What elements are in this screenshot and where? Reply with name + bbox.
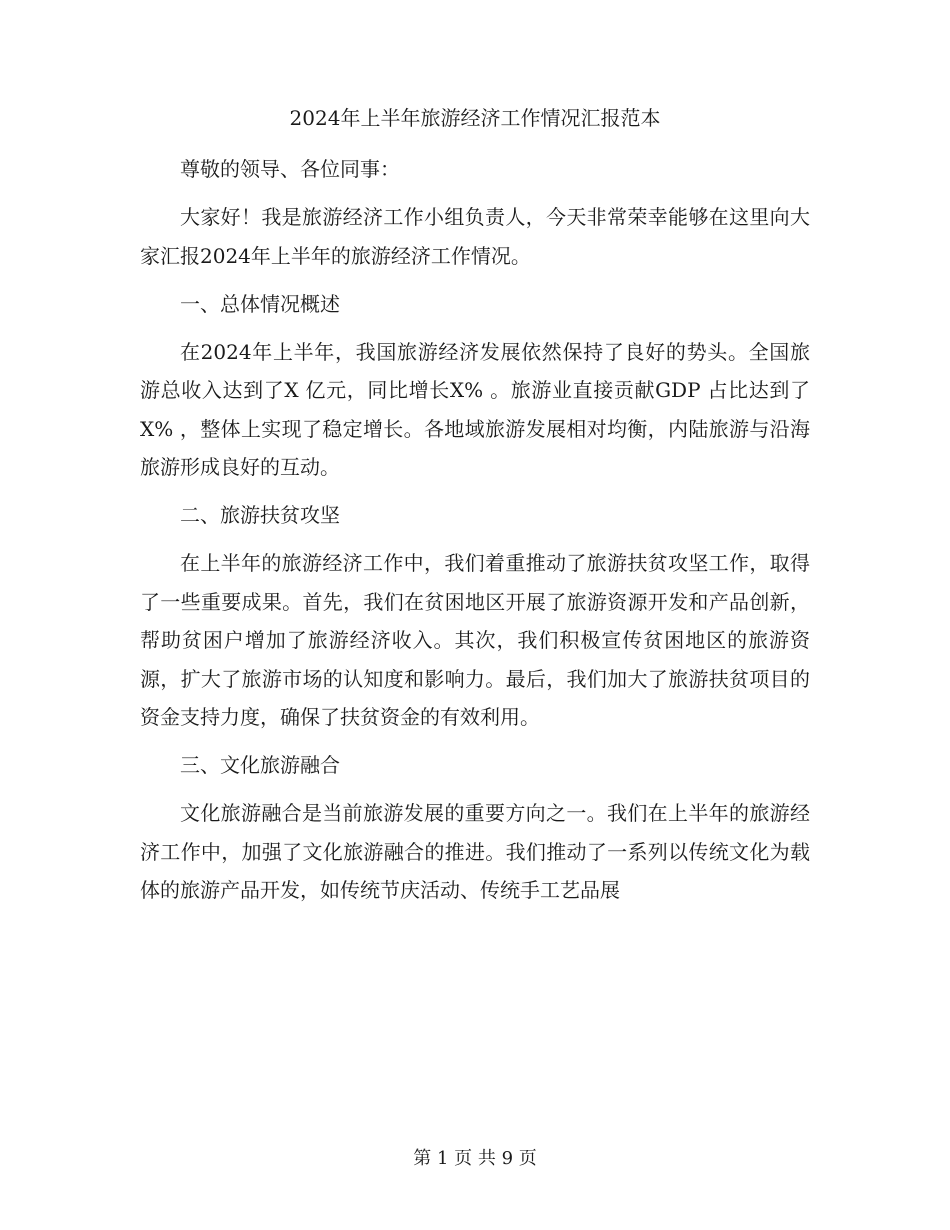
paragraph-overview: 在2024年上半年，我国旅游经济发展依然保持了良好的势头。全国旅游总收入达到了X 亿元，同比增长X% 。旅游业直接贡献GDP 占比达到了X% ，整体上实现了稳定增长。各地域旅游发展相对均衡，内陆旅游与沿海旅游形成良好的互动。	[140, 339, 810, 479]
section-heading-culture: 三、文化旅游融合	[180, 753, 340, 777]
page-number: 第 1 页 共 9 页	[413, 1148, 537, 1169]
section-heading-overview: 一、总体情况概述	[180, 291, 340, 316]
document-title: 2024年上半年旅游经济工作情况汇报范本	[289, 106, 661, 130]
document-body	[140, 150, 810, 910]
paragraph-culture: 文化旅游融合是当前旅游发展的重要方向之一。我们在上半年的旅游经济工作中，加强了文化旅游融合的推进。我们推动了一系列以传统文化为载体的旅游产品开发，如传统节庆活动、传统手工艺品展	[140, 801, 810, 902]
salutation: 尊敬的领导、各位同事：	[180, 157, 400, 181]
section-heading-poverty: 二、旅游扶贫攻坚	[180, 503, 340, 527]
paragraph-poverty: 在上半年的旅游经济工作中，我们着重推动了旅游扶贫攻坚工作，取得了一些重要成果。首先，我们在贫困地区开展了旅游资源开发和产品创新，帮助贫困户增加了旅游经济收入。其次，我们积极宣传贫困地区的旅游资源，扩大了旅游市场的认知度和影响力。最后，我们加大了旅游扶贫项目的资金支持力度，确保了扶贫资金的有效利用。	[140, 551, 810, 729]
page-footer	[0, 1146, 950, 1172]
paragraph-greeting: 大家好！我是旅游经济工作小组负责人，今天非常荣幸能够在这里向大家汇报2024年上半年的旅游经济工作情况。	[140, 205, 810, 268]
